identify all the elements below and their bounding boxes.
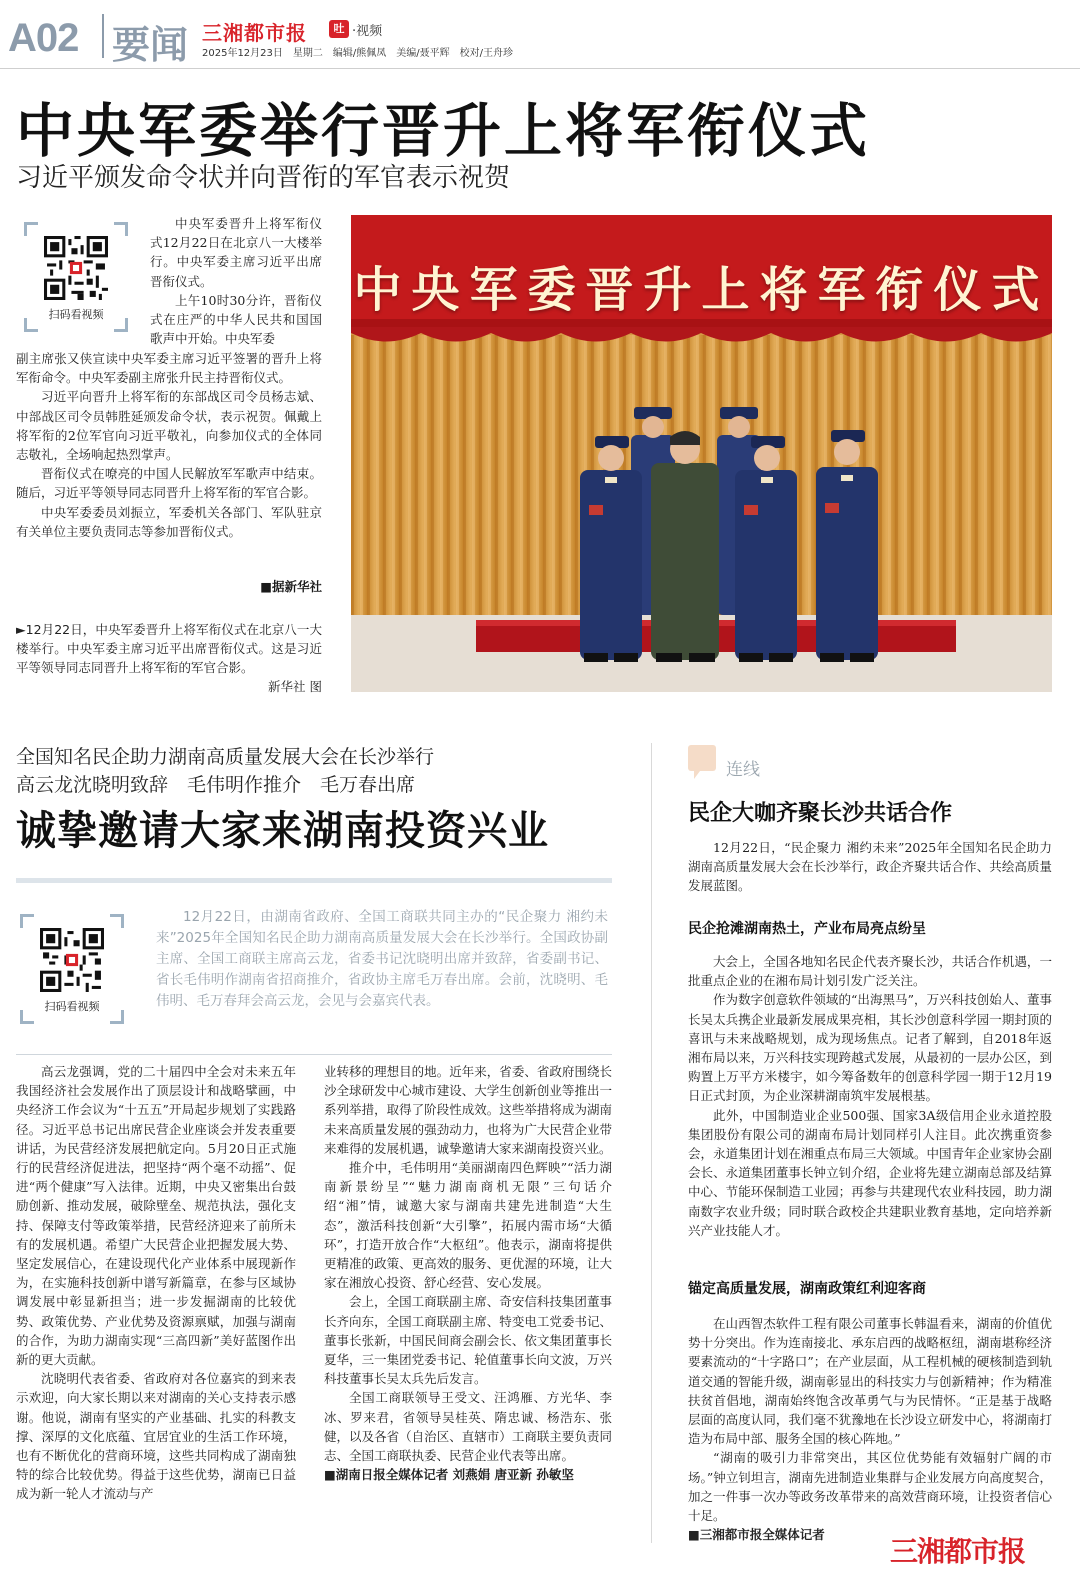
section-name: 要闻 <box>112 23 189 67</box>
article2-lead <box>156 907 608 1012</box>
article2-col1-para2: 沈晓明代表省委、省政府对各位嘉宾的到来表示欢迎，向大家长期以来对湖南的关心支持表示感谢。他说，湖南有坚实的产业基础、扎实的科教支撑、深厚的文化底蕴、宜居宜业的生活工作环境，也有不断优化的营商环境，这些共同构成了湖南独特的综合比较优势。得益于这些优势，湖南已日益成为新一轮人才流动与产 <box>16 1371 296 1502</box>
sidebar-subhead-2: 锚定高质量发展，湖南政策红利迎客商 <box>688 1281 926 1297</box>
article2-rule <box>16 878 612 883</box>
qr-label: 扫码看视频 <box>44 1000 100 1013</box>
caption-text: ►12月22日，中央军委晋升上将军衔仪式在北京八一大楼举行。中央军委主席习近平出席晋衔仪式。这是习近平等领导同志同晋升上将军衔的军官合影。 <box>16 622 322 676</box>
sidebar-intro <box>688 838 1052 896</box>
sidebar-para6: “湖南的吸引力非常突出，其区位优势能有效辐射广阔的市场。”钟立钊坦言，湖南先进制造业集群与企业发展方向高度契合，加之一件事一次办等政务改革带来的高效营商环境，让投资者信心十足。 <box>688 1450 1052 1524</box>
photo-banner-title: 中央军委晋升上将军衔仪式 <box>353 262 1050 318</box>
article1-para2b: 副主席张又侠宣读中央军委主席习近平签署的晋升上将军衔命令。中央军委副主席张升民主持晋衔仪式。 <box>16 351 322 386</box>
sidebar-headline: 民企大咖齐聚长沙共话合作 <box>688 801 953 826</box>
caption-credit: 新华社 图 <box>268 679 322 694</box>
qr-code-icon[interactable] <box>40 928 104 992</box>
sidebar-para2: 大会上，全国各地知名民企代表齐聚长沙，共话合作机遇，一批重点企业的在湘布局计划引发广泛关注。 <box>688 954 1052 989</box>
article2-col1-para1: 高云龙强调，党的二十届四中全会对未来五年我国经济社会发展作出了顶层设计和战略擘画，中央经济工作会议为“十五五”开局起步规划了实践路径。习近平总书记出席民营企业座谈会并发表重要讲话，为民营经济发展把航定向。5月20日正式施行的民营经济促进法，把坚持“两个毫不动摇”、促进“两个健康”写入法律。近期，中央又密集出台鼓励创新、推动发展，破除壁垒、规范执法，强化支持、保障支付等政策举措，民营经济迎来了前所未有的发展机遇。希望广大民营企业把握发展大势、坚定发展信心，在建设现代化产业体系中展现新作为，在实施科技创新中谱写新篇章，在参与区域协调发展中彰显新担当；进一步发掘湖南的比较优势、政策优势、产业优势及资源禀赋，加强与湖南的合作，为助力湖南实现“三高四新”美好蓝图作出新的更大贡献。 <box>16 1064 296 1368</box>
article2-col2-para3: 会上，全国工商联副主席、奇安信科技集团董事长齐向东，全国工商联副主席、特变电工党委书记、董事长张新，中国民间商会副会长、依文集团董事长夏华，三一集团党委书记、轮值董事长向文波，万兴科技董事长吴太兵先后发言。 <box>324 1294 612 1387</box>
article1-text-bottom <box>16 349 322 541</box>
qr-label: 扫码看视频 <box>48 308 104 321</box>
speech-bubble-icon <box>688 745 716 771</box>
column-divider <box>651 743 652 1543</box>
article1-source: ■据新华社 <box>260 579 322 594</box>
sidebar-tag: 连线 <box>726 760 760 780</box>
article2-source: ■湖南日报全媒体记者 刘燕娟 唐亚新 孙敏坚 <box>324 1467 574 1483</box>
sidebar-source: ■三湘都市报全媒体记者 <box>688 1527 825 1543</box>
article1-text-top <box>150 214 322 348</box>
main-headline: 中央军委举行晋升上将军衔仪式 <box>16 97 871 165</box>
article1-para3: 习近平向晋升上将军衔的东部战区司令员杨志斌、中部战区司令员韩胜延颁发命令状，表示祝贺。佩戴上将军衔的2位军官向习近平敬礼，向参加仪式的全体同志敬礼，全场响起热烈掌声。 <box>16 389 322 463</box>
brand-name: 三湘都市报 <box>202 21 307 45</box>
sidebar-section-1 <box>688 952 1052 1240</box>
brand-subtitle: ·视频 <box>352 24 383 39</box>
sidebar-para3: 作为数字创意软件领域的“出海黑马”，万兴科技创始人、董事长吴太兵携企业最新发展成果亮相，其长沙创意科学园一期封顶的喜讯与未来战略规划，成为现场焦点。记者了解到，自2018年返湘布局以来，万兴科技实现跨越式发展，从最初的一层办公区，到购置上万平方米楼宇，如今筹备数年的创意科学园一期于12月19日正式封顶，为企业深耕湖南筑牢发展根基。 <box>688 992 1052 1104</box>
footer-brand-logo: 三湘都市报 <box>886 1530 1025 1570</box>
brand-logo-icon: 吐 <box>329 20 349 38</box>
article2-lead-text: 12月22日，由湖南省政府、全国工商联共同主办的“民企聚力 湘约未来”2025年全国知名民企助力湖南高质量发展大会在长沙举行。全国政协副主席、全国工商联主席高云龙，省委书记沈晓明出席并致辞，省委副书记、省长毛伟明作湖南省招商推介，省政协主席毛万春出席。会前，沈晓明、毛伟明、毛万春拜会高云龙，会见与会嘉宾代表。 <box>156 909 608 1009</box>
ceremony-photo <box>351 215 1052 692</box>
main-subheadline: 习近平颁发命令状并向晋衔的军官表示祝贺 <box>16 163 511 193</box>
header-rule <box>0 68 1080 69</box>
article1-para2a: 上午10时30分许，晋衔仪式在庄严的中华人民共和国国歌声中开始。中央军委 <box>150 292 322 347</box>
page-number: A02 <box>8 16 79 60</box>
sidebar-para5: 在山西智杰软件工程有限公司董事长韩温看来，湖南的价值优势十分突出。作为连南接北、承东启西的战略枢纽，湖南堪称经济要素流动的“十字路口”；在产业层面，从工程机械的硬核制造到轨道交通的智能升级，湖南彰显出的科技实力与创新精神；作为精准扶贫首倡地，湖南始终饱含改革勇气与为民情怀。“正是基于战略层面的高度认同，我们毫不犹豫地在长沙设立研发中心，将湖南打造为布局中部、服务全国的核心阵地。” <box>688 1316 1052 1447</box>
sidebar-subhead-1: 民企抢滩湖南热土，产业布局亮点纷呈 <box>688 921 926 937</box>
article2-intro-line2: 高云龙沈晓明致辞 毛伟明作推介 毛万春出席 <box>16 774 416 796</box>
article2-column-1 <box>16 1062 296 1504</box>
sidebar-para4: 此外，中国制造业企业500强、国家3A级信用企业永道控股集团股份有限公司的湖南布局计划同样引人注目。此次携重资参会，永道集团计划在湘重点布局三大领域。中国青年企业家协会副会长、永道集团董事长钟立钊介绍，企业将先建立湖南总部及结算中心、节能环保制造工业园；再参与共建现代农业科技园，助力湖南数字农业升级；同时联合政校企共建职业教育基地，定向培养新兴产业技能人才。 <box>688 1107 1052 1238</box>
article1-para1: 中央军委晋升上将军衔仪式12月22日在北京八一大楼举行。中央军委主席习近平出席晋衔仪式。 <box>150 216 322 289</box>
article2-col2-para4: 全国工商联领导王受文、汪鸿雁、方光华、李冰、罗来君，省领导吴桂英、隋忠诚、杨浩东、张健，以及各省（自治区、直辖市）工商联主要负责同志、全国工商联执委、民营企业代表等出席。 <box>324 1390 612 1464</box>
issue-meta: 2025年12月23日 星期二 编辑/熊佩凤 美编/聂平辉 校对/王舟珍 <box>202 48 514 59</box>
article1-para4: 晋衔仪式在嘹亮的中国人民解放军军歌声中结束。随后，习近平等领导同志同晋升上将军衔的军官合影。 <box>16 466 322 501</box>
sidebar-para1: 12月22日，“民企聚力 湘约未来”2025年全国知名民企助力湖南高质量发展大会在长沙举行，政企齐聚共话合作、共绘高质量发展蓝图。 <box>688 840 1052 894</box>
article2-column-2 <box>324 1062 612 1484</box>
article2-col2-para1: 业转移的理想目的地。近年来，省委、省政府围绕长沙全球研发中心城市建设、大学生创新创业等推出一系列举措，取得了阶段性成效。这些举措将成为湖南未来高质量发展的强劲动力，也将为广大民营企业带来难得的发展机遇，诚挚邀请大家来湖南投资兴业。 <box>324 1064 612 1156</box>
article2-rule-2 <box>16 1054 612 1055</box>
sidebar-section-2 <box>688 1314 1052 1544</box>
article2-intro-line1: 全国知名民企助力湖南高质量发展大会在长沙举行 <box>16 746 435 768</box>
article2-headline: 诚挚邀请大家来湖南投资兴业 <box>16 808 549 854</box>
header-divider <box>102 14 104 58</box>
photo-caption <box>16 620 322 678</box>
article1-para5: 中央军委委员刘振立，军委机关各部门、军队驻京有关单位主要负责同志等参加晋衔仪式。 <box>16 504 322 539</box>
article2-col2-para2: 推介中，毛伟明用“美丽湖南四色辉映”“活力湖南新景纷呈”“魅力湖南商机无限”三句话介绍“湘”情，诚邀大家与湖南共建先进制造“大生态”，激活科技创新“大引擎”，拓展内需市场“大循环”，打造开放合作“大枢纽”。他表示，湖南将提供更精准的政策、更高效的服务、更优渥的环境，让大家在湘放心投资、舒心经营、安心发展。 <box>324 1160 612 1291</box>
qr-code-icon[interactable] <box>44 236 108 300</box>
qr-code-box[interactable] <box>24 222 128 332</box>
qr-code-box-2[interactable] <box>20 914 124 1024</box>
